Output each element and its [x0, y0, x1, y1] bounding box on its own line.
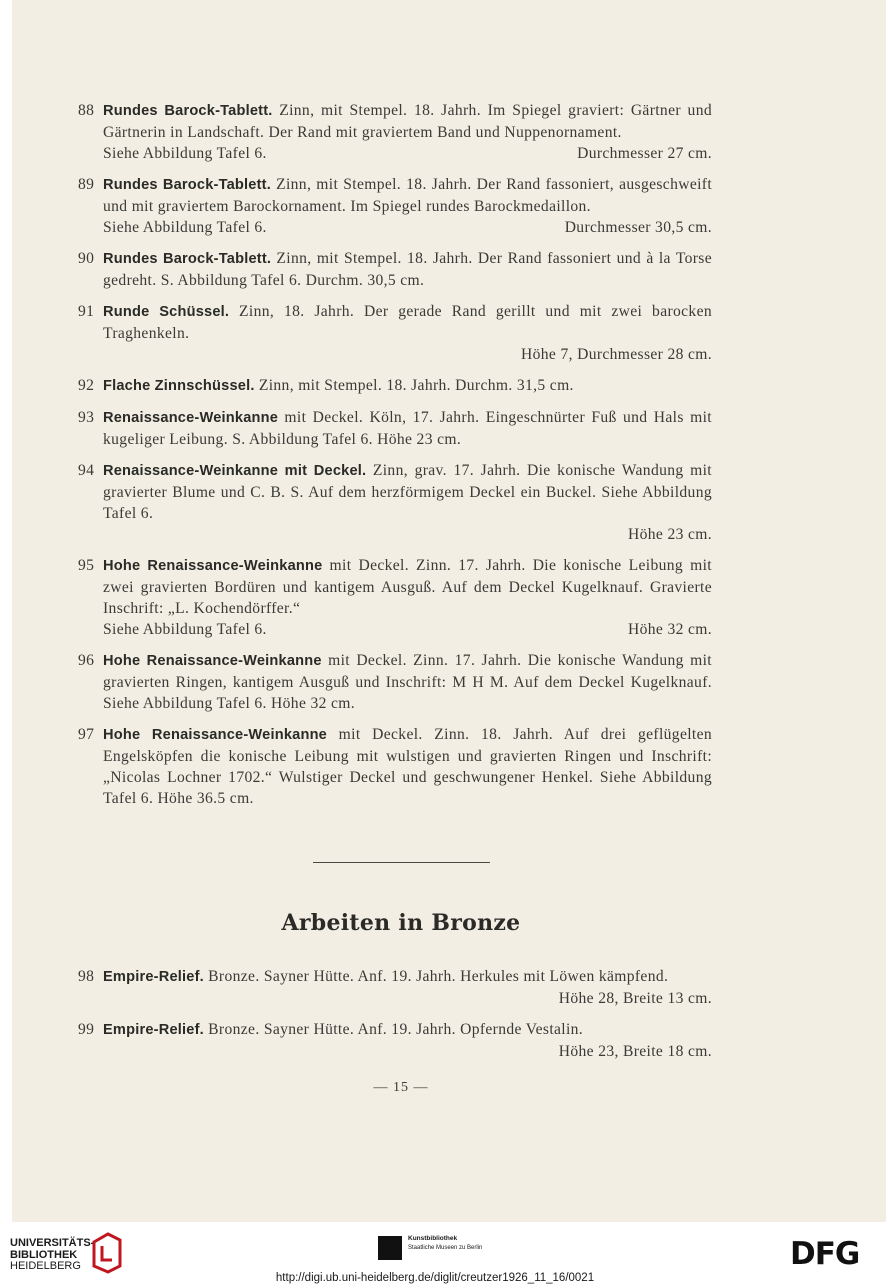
catalog-entry [78, 375, 712, 397]
entry-number: 93 [78, 409, 95, 426]
ub-name-line2: BIBLIOTHEK [10, 1248, 78, 1261]
entry-number: 97 [78, 726, 95, 743]
ub-name-line3: HEIDELBERG [10, 1260, 81, 1272]
entry-text: Bronze. Sayner Hütte. Anf. 19. Jahrh. Opfernde Vestalin. [203, 1021, 584, 1038]
entry-number: 98 [78, 968, 95, 985]
entry-text: Zinn, mit Stempel. 18. Jahrh. Im Spiegel graviert: Gärtner und Gärtnerin in Landschaft. Der Rand mit graviertem Band und Nuppenornament. [103, 102, 712, 141]
ub-name-line1: UNIVERSITÄTS- [10, 1237, 95, 1249]
ub-heidelberg-logo[interactable] [10, 1238, 94, 1273]
dfg-logo[interactable]: DFG [790, 1236, 860, 1272]
entry-dimensions: Durchmesser 27 cm. [577, 145, 712, 162]
entry-text: Bronze. Sayner Hütte. Anf. 19. Jahrh. Herkules mit Löwen kämpfend. [203, 968, 669, 985]
entry-text: Zinn, mit Stempel. 18. Jahrh. Der Rand fassoniert und à la Torse gedreht. S. Abbildung Tafel 6. Durchm. 30,5 cm. [103, 250, 712, 289]
kunstbibliothek-emblem-icon [378, 1236, 402, 1260]
catalog-entries-bronze [78, 966, 712, 1072]
entry-number: 90 [78, 250, 95, 267]
entry-dimensions: Höhe 28, Breite 13 cm. [558, 990, 712, 1007]
section-divider [313, 862, 490, 863]
ub-emblem-icon [90, 1230, 122, 1274]
entry-number: 96 [78, 652, 95, 669]
entry-reference: Siehe Abbildung Tafel 6. [103, 621, 267, 638]
entry-text: Zinn, grav. 17. Jahrh. Die konische Wandung mit gravierter Blume und C. B. S. Auf dem herzförmigem Deckel ein Buckel. Siehe Abbildung Tafel 6. [103, 462, 712, 522]
entry-reference: Siehe Abbildung Tafel 6. [103, 145, 267, 162]
permalink-url[interactable]: http://digi.ub.uni-heidelberg.de/diglit/creutzer1926_11_16/0021 [275, 1272, 595, 1284]
entry-reference: Siehe Abbildung Tafel 6. [103, 219, 267, 236]
entry-text: mit Deckel. Köln, 17. Jahrh. Eingeschnürter Fuß und Hals mit kugeliger Leibung. S. Abbildung Tafel 6. Höhe 23 cm. [103, 409, 712, 448]
entry-title: Rundes Barock-Tablett. [103, 177, 271, 193]
catalog-entry [78, 1019, 712, 1062]
entry-dimensions: Höhe 32 cm. [628, 621, 712, 638]
entry-title: Empire-Relief. [103, 969, 204, 985]
entry-text: mit Deckel. Zinn. 17. Jahrh. Die konische Leibung mit zwei gravierten Bordüren und kantigem Ausguß. Auf dem Deckel Kugelknauf. Gravierte Inschrift: „L. Kochendörffer.“ [103, 557, 712, 617]
entry-title: Hohe Renaissance-Weinkanne [103, 727, 328, 743]
entry-title: Empire-Relief. [103, 1022, 204, 1038]
entry-text: Zinn, mit Stempel. 18. Jahrh. Durchm. 31,5 cm. [254, 377, 574, 394]
entry-dimensions: Höhe 23 cm. [628, 526, 712, 543]
catalog-entry [78, 174, 712, 238]
entry-title: Flache Zinnschüssel. [103, 378, 255, 394]
entry-text: mit Deckel. Zinn. 18. Jahrh. Auf drei geflügelten Engelsköpfen die konische Leibung mit wulstigen und gravierten Ringen und Inschrift: „Nicolas Lochner 1702.“ Wulstiger Deckel und geschwungener Henkel. Siehe Abbildung Tafel 6. Höhe 36.5 cm. [103, 726, 712, 807]
catalog-entry [78, 724, 712, 809]
catalog-entry [78, 555, 712, 640]
entry-number: 88 [78, 102, 95, 119]
entry-dimensions: Durchmesser 30,5 cm. [564, 219, 712, 236]
scanned-page [12, 0, 886, 1222]
entry-title: Renaissance-Weinkanne [103, 410, 279, 426]
entry-title: Rundes Barock-Tablett. [103, 251, 272, 267]
catalog-entry [78, 460, 712, 545]
entry-title: Rundes Barock-Tablett. [103, 103, 273, 119]
entry-dimensions: Höhe 23, Breite 18 cm. [558, 1043, 712, 1060]
entry-number: 92 [78, 377, 95, 394]
entry-number: 99 [78, 1021, 95, 1038]
catalog-entry [78, 301, 712, 365]
entry-number: 89 [78, 176, 95, 193]
entry-text: Zinn, 18. Jahrh. Der gerade Rand gerillt und mit zwei barocken Traghenkeln. [103, 303, 713, 342]
section-heading: Arbeiten in Bronze [281, 910, 521, 936]
entry-number: 95 [78, 557, 95, 574]
entry-title: Hohe Renaissance-Weinkanne [103, 558, 323, 574]
catalog-entry [78, 966, 712, 1009]
kunstbibliothek-logo[interactable] [378, 1234, 482, 1260]
entry-title: Hohe Renaissance-Weinkanne [103, 653, 322, 669]
kb-subtitle: Staatliche Museen zu Berlin [408, 1245, 483, 1251]
entry-text: Zinn, mit Stempel. 18. Jahrh. Der Rand fassoniert, ausgeschweift und mit graviertem Barockornament. Im Spiegel rundes Barockmedaillon. [103, 176, 713, 215]
digitization-footer [0, 1222, 888, 1288]
catalog-entry [78, 407, 712, 450]
catalog-entry [78, 100, 712, 164]
catalog-entries-pewter [78, 100, 712, 819]
entry-title: Runde Schüssel. [103, 304, 230, 320]
entry-title: Renaissance-Weinkanne mit Deckel. [103, 463, 367, 479]
entry-number: 94 [78, 462, 95, 479]
entry-dimensions: Höhe 7, Durchmesser 28 cm. [521, 346, 712, 363]
entry-text: mit Deckel. Zinn. 17. Jahrh. Die konische Wandung mit gravierten Ringen, kantigem Ausguß und Inschrift: M H M. Auf dem Deckel Kugelknauf. Siehe Abbildung Tafel 6. Höhe 32 cm. [103, 652, 712, 712]
catalog-entry [78, 650, 712, 714]
page-number: — 15 — [373, 1080, 429, 1095]
entry-number: 91 [78, 303, 95, 320]
catalog-entry [78, 248, 712, 291]
kb-name: Kunstbibliothek [408, 1235, 458, 1242]
